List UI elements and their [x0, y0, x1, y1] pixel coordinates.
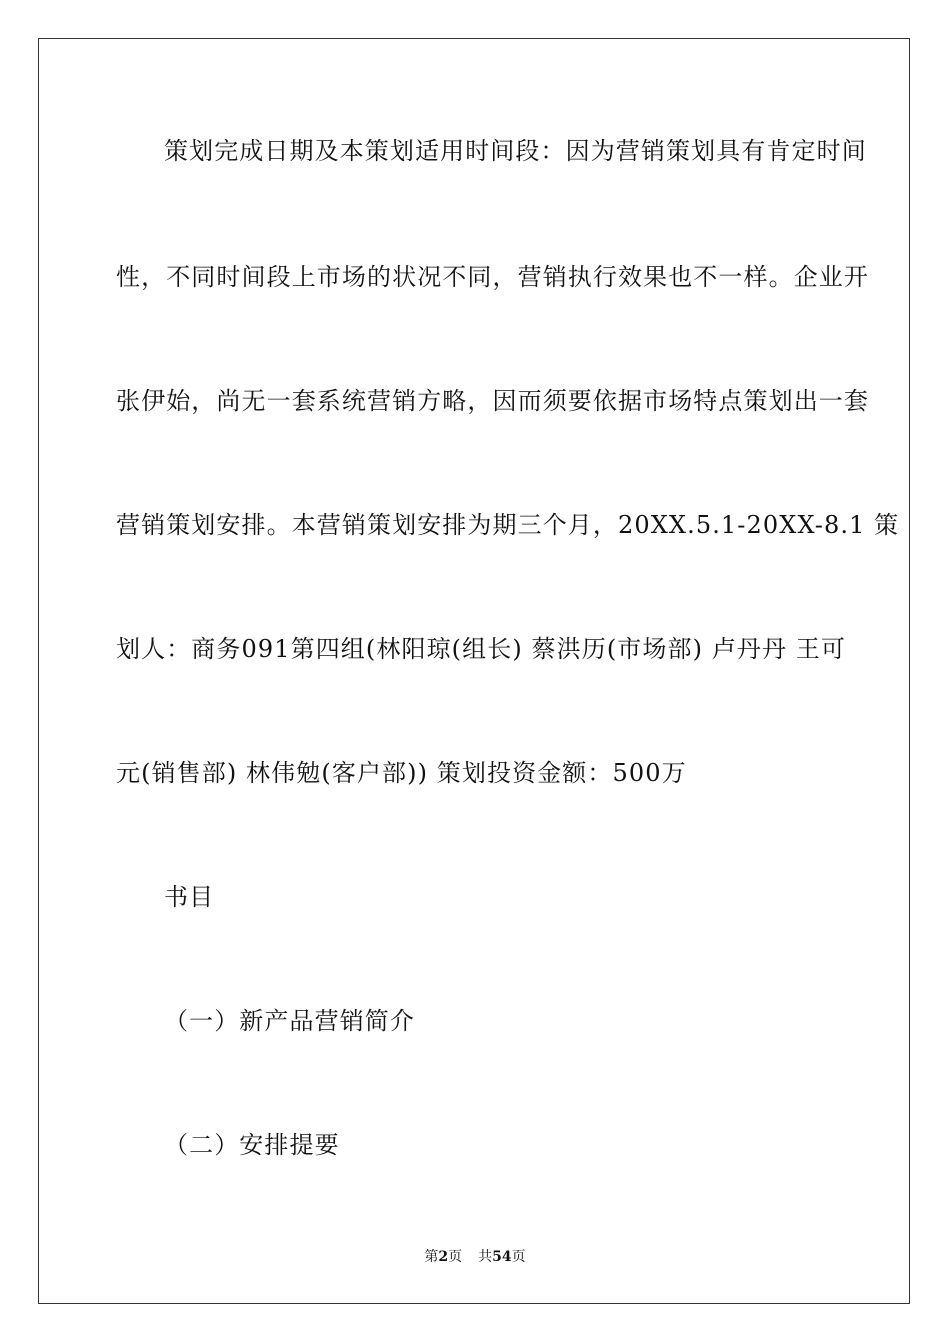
- total-prefix: 共: [478, 1249, 493, 1265]
- total-pages: 54: [492, 1249, 512, 1265]
- paragraph-line-1: 策划完成日期及本策划适用时间段：因为营销策划具有肯定时间: [164, 137, 867, 165]
- page-number: 2: [438, 1249, 449, 1265]
- paragraph-line-3: 张伊始，尚无一套系统营销方略，因而须要依据市场特点策划出一套: [116, 387, 869, 415]
- paragraph-line-2: 性，不同时间段上市场的状况不同，营销执行效果也不一样。企业开: [116, 263, 869, 291]
- toc-title: 书目: [164, 883, 215, 911]
- toc-item-1: （一）新产品营销简介: [164, 1007, 415, 1035]
- total-suffix: 页: [511, 1249, 526, 1265]
- page-border: [38, 38, 910, 1304]
- page-suffix: 页: [448, 1249, 463, 1265]
- page-footer: [0, 1248, 950, 1266]
- paragraph-line-6: 元(销售部) 林伟勉(客户部)) 策划投资金额：500万: [116, 759, 687, 787]
- paragraph-line-4: 营销策划安排。本营销策划安排为期三个月，20XX.5.1-20XX-8.1 策: [116, 511, 900, 539]
- paragraph-line-5: 划人：商务091第四组(林阳琼(组长) 蔡洪历(市场部) 卢丹丹 王可: [116, 635, 847, 663]
- toc-item-2: （二）安排提要: [164, 1131, 340, 1159]
- page-prefix: 第: [424, 1249, 439, 1265]
